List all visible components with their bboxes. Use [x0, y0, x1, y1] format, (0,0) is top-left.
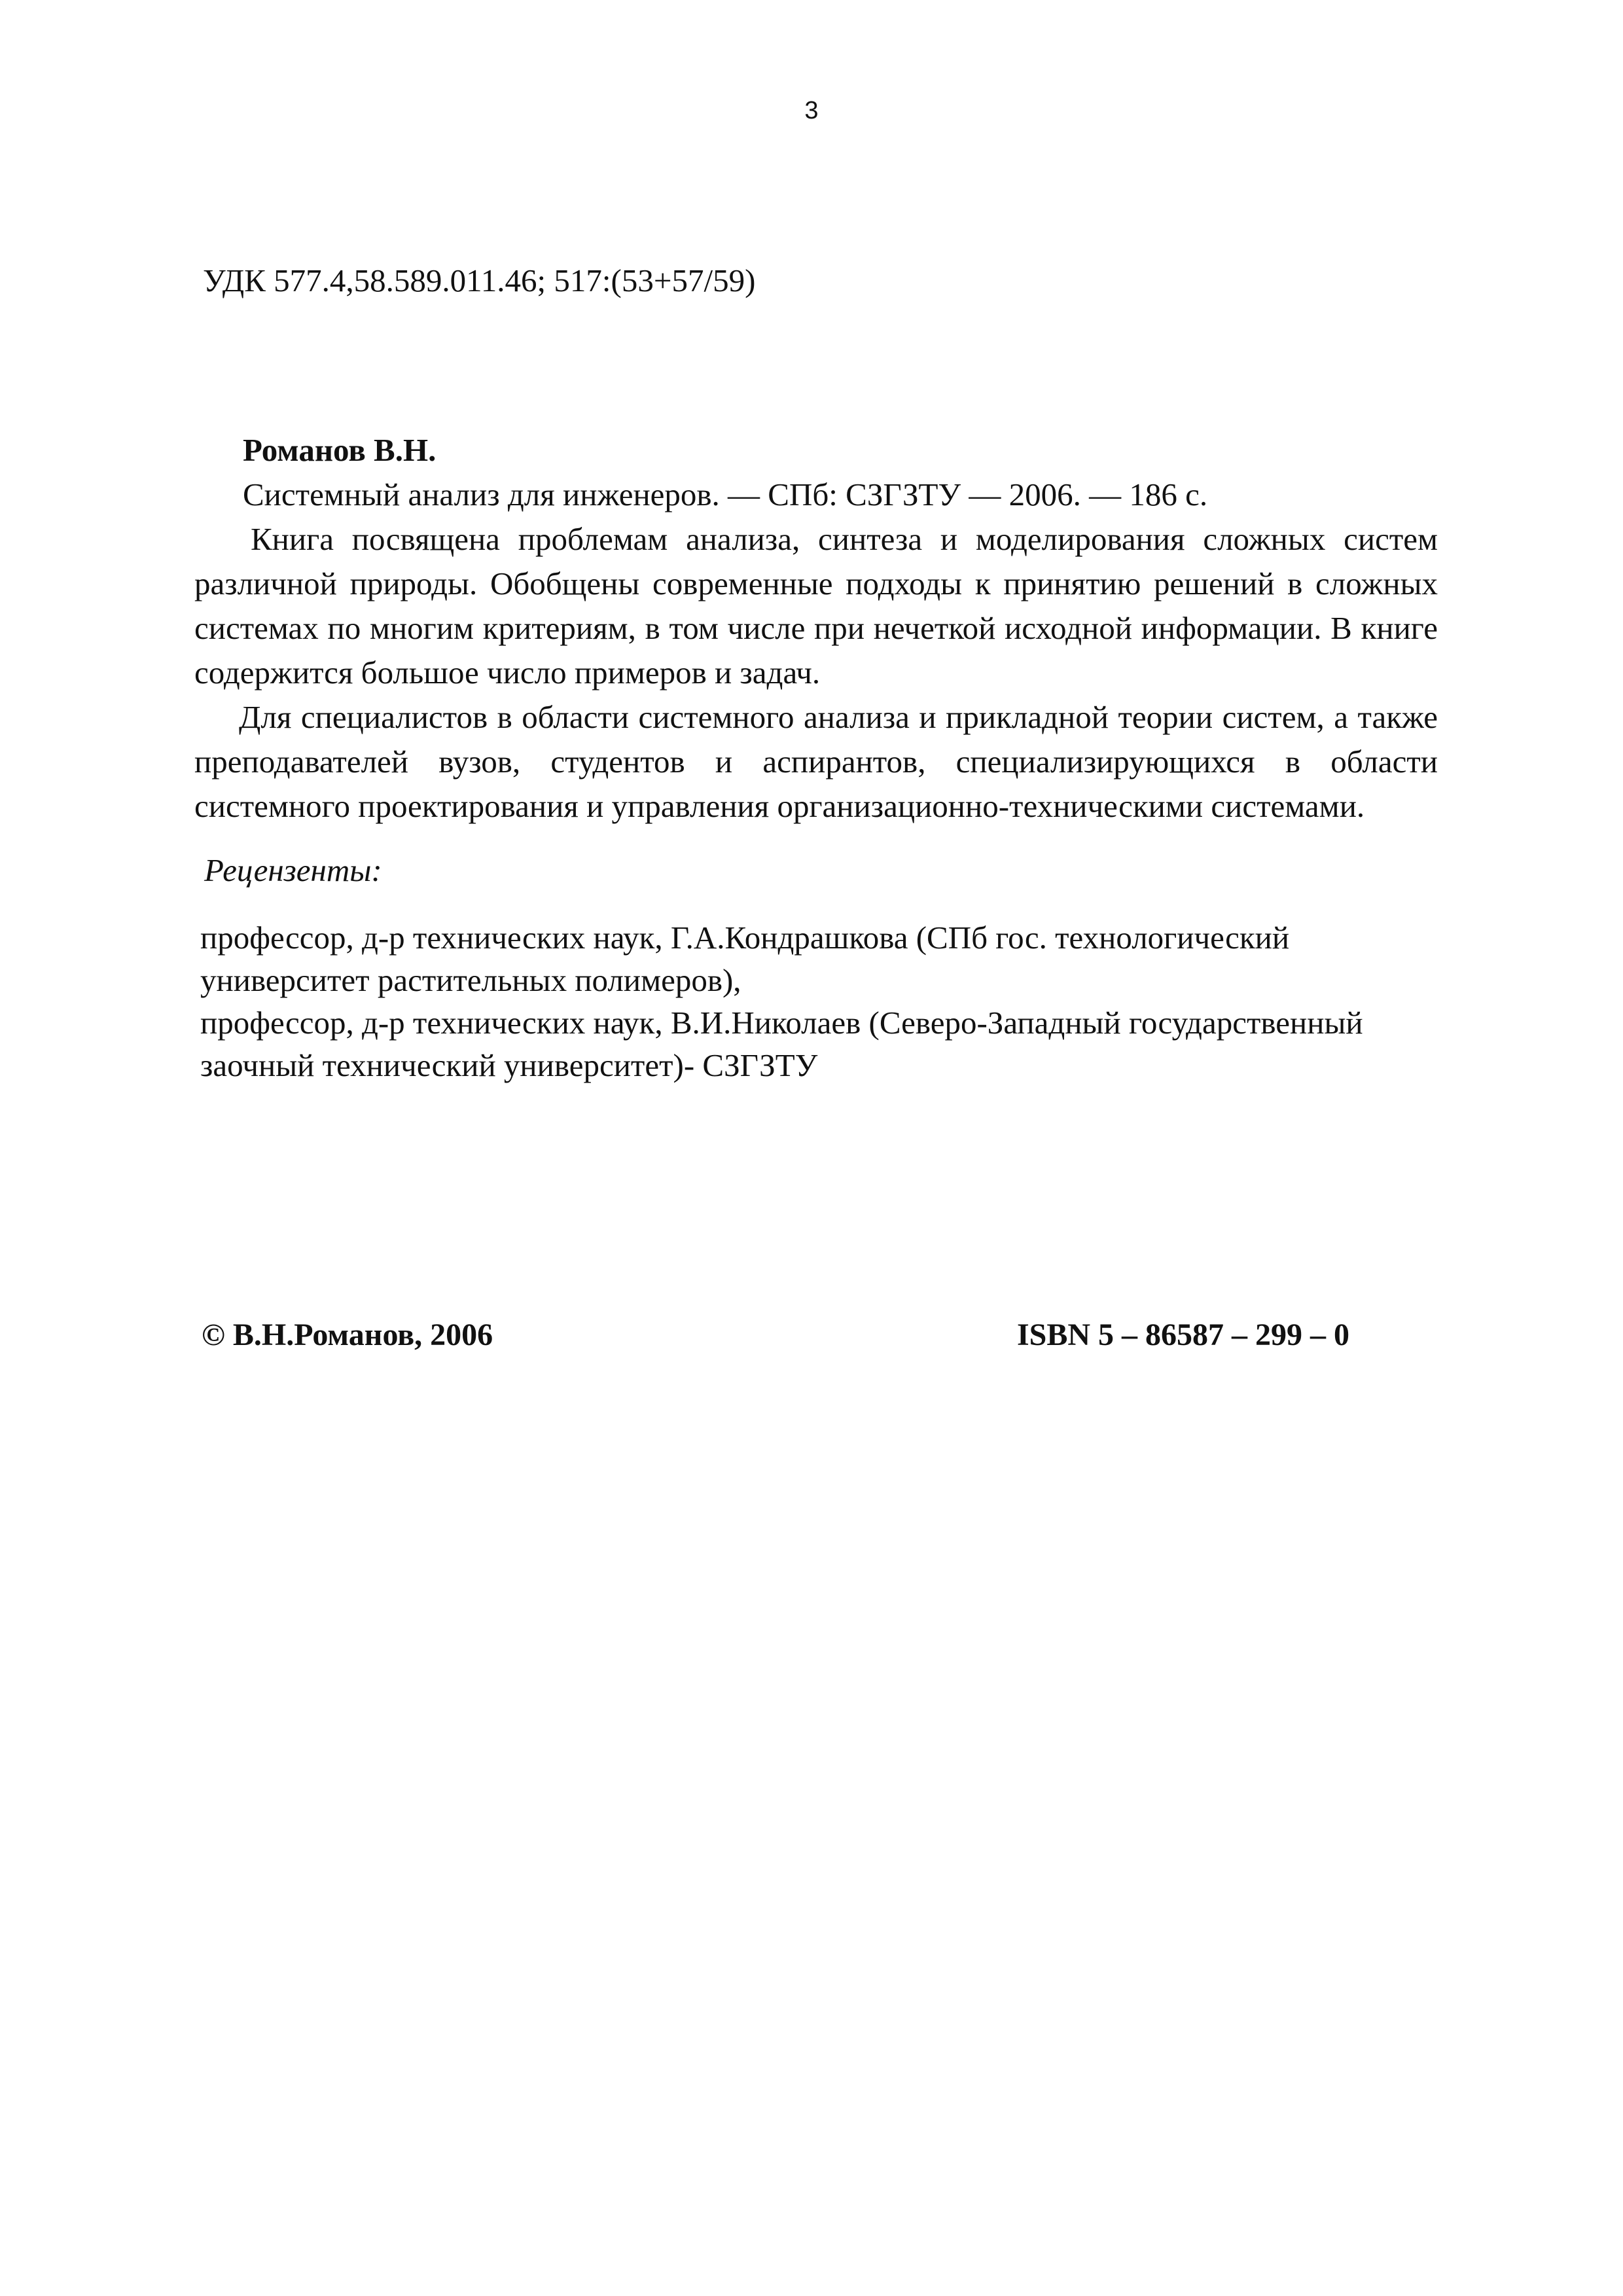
- udk-classification: УДК 577.4,58.589.011.46; 517:(53+57/59): [203, 262, 756, 298]
- author-name: Романов В.Н.: [243, 432, 437, 468]
- reviewers-list: [200, 916, 1444, 1086]
- copyright-notice: © В.Н.Романов, 2006: [202, 1318, 493, 1352]
- bibliographic-abstract: [194, 428, 1438, 829]
- reviewer-entry: профессор, д-р технических наук, Г.А.Кондрашкова (СПб гос. технологический университет растительных полимеров),: [200, 920, 1290, 998]
- bibliographic-line: Системный анализ для инженеров. — СПб: СЗГЗТУ — 2006. — 186 с.: [243, 476, 1208, 512]
- audience-paragraph: Для специалистов в области системного анализа и прикладной теории систем, а также преподавателей вузов, студентов и аспирантов, специализирующихся в области системного проектирования и управления организационно-техническими системами.: [194, 699, 1438, 824]
- isbn-number: ISBN 5 – 86587 – 299 – 0: [1017, 1318, 1350, 1352]
- annotation-paragraph: Книга посвящена проблемам анализа, синтеза и моделирования сложных систем различной природы. Обобщены современные подходы к принятию решений в сложных системах по многим критериям, в том числе при нечеткой исходной информации. В книге содержится большое число примеров и задач.: [194, 521, 1438, 691]
- reviewers-heading: Рецензенты:: [204, 852, 382, 888]
- page-number: 3: [804, 97, 819, 124]
- reviewer-entry: профессор, д-р технических наук, В.И.Николаев (Северо-Западный государственный заочный технический университет)- СЗГЗТУ: [200, 1005, 1363, 1083]
